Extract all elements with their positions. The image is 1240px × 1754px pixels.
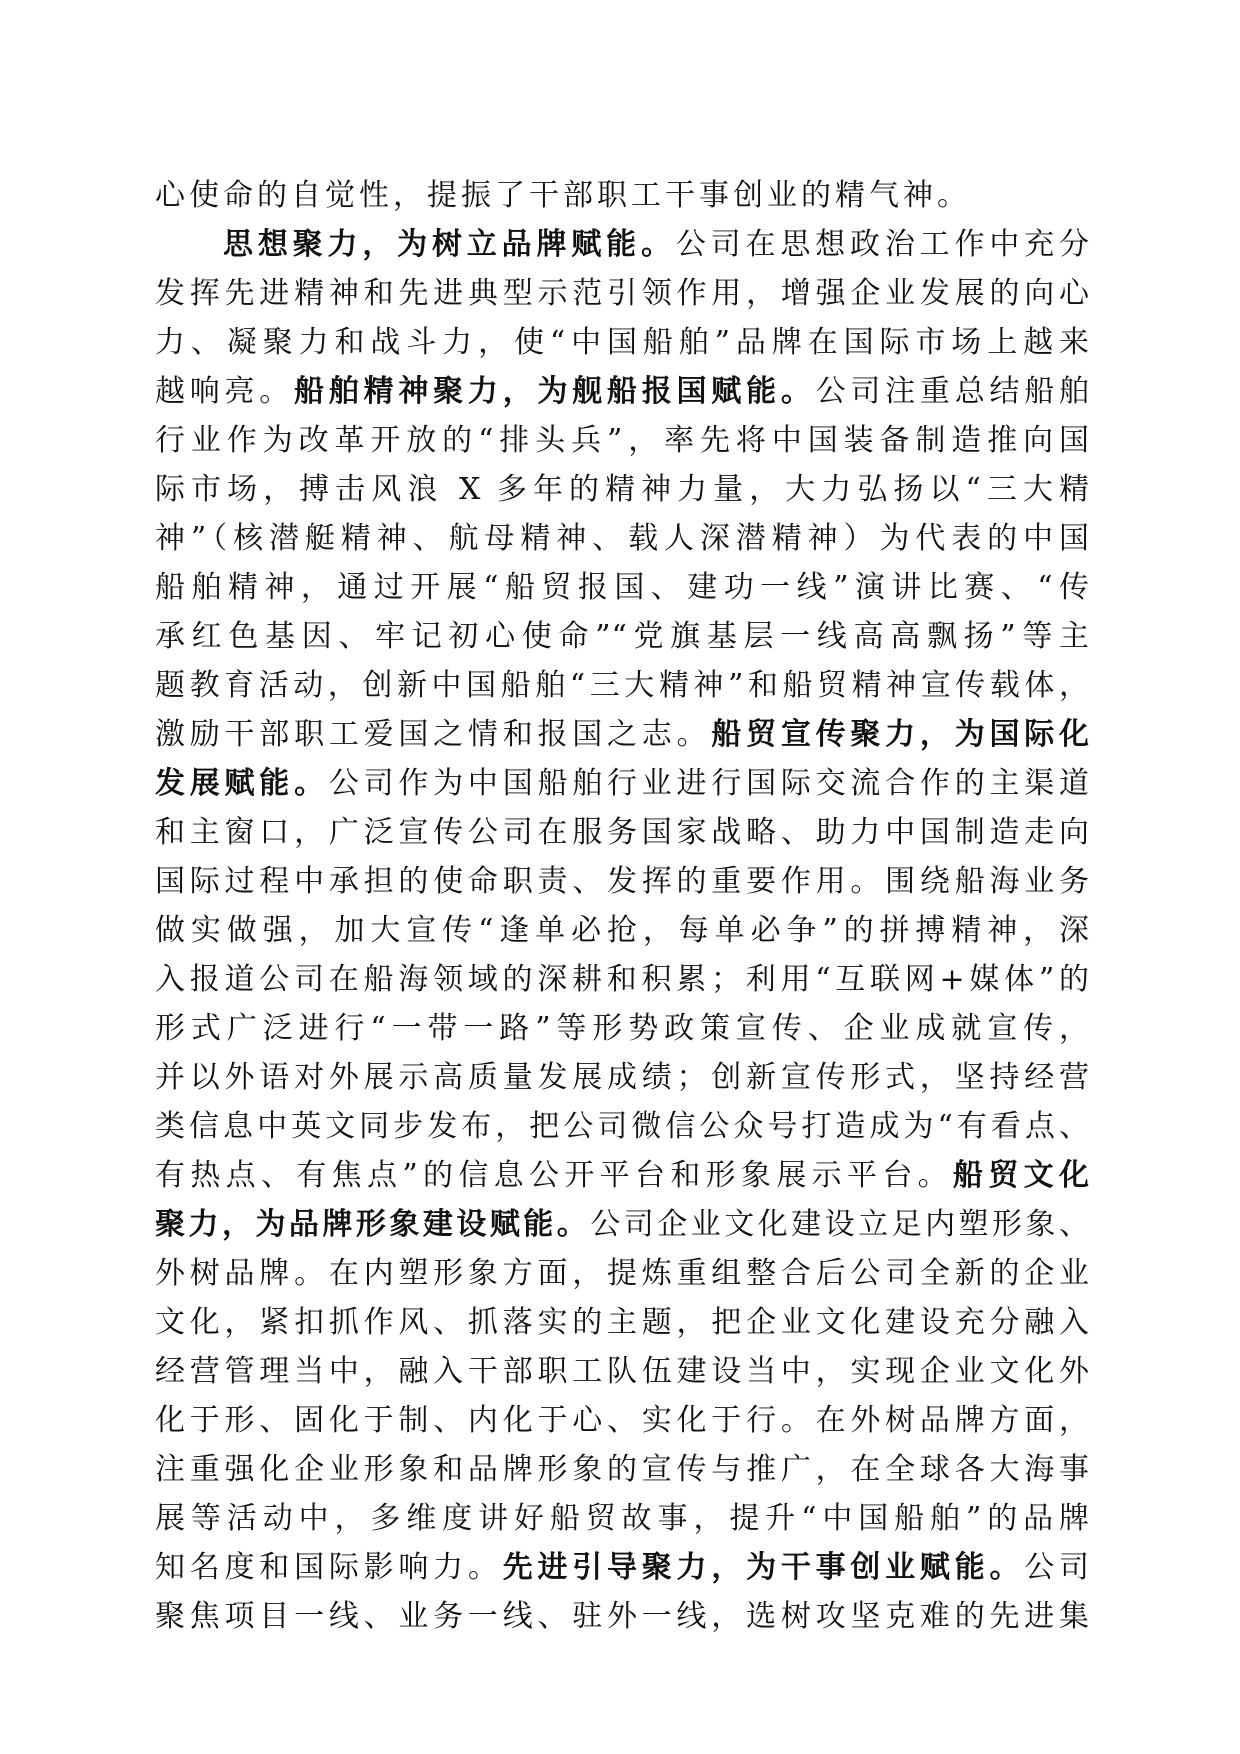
text-line: [155, 269, 1090, 318]
text-line: [155, 1200, 1090, 1249]
body-text-segment: 展等活动中，多维度讲好船贸故事，提升“中国船舶”的品牌: [155, 1501, 1090, 1536]
text-line: [155, 955, 1090, 1004]
body-text-segment: 外树品牌。在内塑形象方面，提炼重组整合后公司全新的企业: [155, 1256, 1090, 1291]
text-line: [155, 563, 1090, 612]
body-text-segment: 聚焦项目一线、业务一线、驻外一线，选树攻坚克难的先进集: [155, 1599, 1090, 1634]
body-text-segment: 知名度和国际影响力。: [155, 1550, 503, 1585]
body-text-segment: 心使命的自觉性，提振了干部职工干事创业的精气神。: [155, 178, 971, 213]
body-text-segment: 公司作为中国船舶行业进行国际交流合作的主渠道: [328, 766, 1090, 801]
text-line: [155, 808, 1090, 857]
bold-heading-text: 船舶精神聚力，为舰船报国赋能。: [294, 374, 816, 409]
text-line: [155, 220, 1090, 269]
text-line: [155, 367, 1090, 416]
text-line: [155, 1396, 1090, 1445]
text-line: [155, 1004, 1090, 1053]
bold-heading-text: 发展赋能。: [155, 766, 329, 801]
body-text-segment: 力、凝聚力和战斗力，使“中国船舶”品牌在国际市场上越来: [155, 325, 1090, 360]
body-text-segment: 国际过程中承担的使命职责、发挥的重要作用。围绕船海业务: [155, 864, 1090, 899]
text-line: [155, 857, 1090, 906]
body-text-segment: 公司注重总结船舶: [815, 374, 1090, 409]
body-text-segment: 承红色基因、牢记初心使命”“党旗基层一线高高飘扬”等主: [155, 619, 1090, 654]
text-line: [155, 759, 1090, 808]
text-line: [155, 1543, 1090, 1592]
text-line: [155, 612, 1090, 661]
text-line: [155, 1445, 1090, 1494]
text-line: [155, 1592, 1090, 1641]
text-line: [155, 1249, 1090, 1298]
body-text-segment: 类信息中英文同步发布，把公司微信公众号打造成为“有看点、: [155, 1109, 1090, 1144]
body-text-segment: 船舶精神，通过开展“船贸报国、建功一线”演讲比赛、“传: [155, 570, 1090, 605]
body-text-segment: 文化，紧扣抓作风、抓落实的主题，把企业文化建设充分融入: [155, 1305, 1090, 1340]
text-line: [155, 318, 1090, 367]
text-line: [155, 171, 1090, 220]
text-line: [155, 1494, 1090, 1543]
bold-heading-text: 思想聚力，为树立品牌赋能。: [223, 227, 676, 262]
body-text-segment: 激励干部职工爱国之情和报国之志。: [155, 717, 712, 752]
body-text-segment: 行业作为改革开放的“排头兵”，率先将中国装备制造推向国: [155, 423, 1090, 458]
body-text-segment: 和主窗口，广泛宣传公司在服务国家战略、助力中国制造走向: [155, 815, 1090, 850]
body-text-segment: 神”（核潜艇精神、航母精神、载人深潜精神）为代表的中国: [155, 521, 1090, 556]
body-text: [155, 171, 1090, 1641]
bold-heading-text: 船贸宣传聚力，为国际化: [711, 717, 1090, 752]
body-text-segment: 入报道公司在船海领域的深耕和积累；利用“互联网+媒体”的: [155, 962, 1090, 997]
text-line: [155, 906, 1090, 955]
body-text-segment: 化于形、固化于制、内化于心、实化于行。在外树品牌方面，: [155, 1403, 1090, 1438]
text-line: [155, 416, 1090, 465]
bold-heading-text: 船贸文化: [953, 1158, 1090, 1193]
body-text-segment: 际市场，搏击风浪 X 多年的精神力量，大力弘扬以“三大精: [155, 472, 1090, 507]
text-line: [155, 710, 1090, 759]
text-line: [155, 514, 1090, 563]
body-text-segment: 形式广泛进行“一带一路”等形势政策宣传、企业成就宣传，: [155, 1011, 1090, 1046]
body-text-segment: 有热点、有焦点”的信息公开平台和形象展示平台。: [155, 1158, 953, 1193]
text-line: [155, 1053, 1090, 1102]
text-line: [155, 661, 1090, 710]
text-line: [155, 1151, 1090, 1200]
body-text-segment: 越响亮。: [155, 374, 295, 409]
body-text-segment: 发挥先进精神和先进典型示范引领作用，增强企业发展的向心: [155, 276, 1090, 311]
body-text-segment: 公司在思想政治工作中充分: [675, 227, 1090, 262]
bold-heading-text: 聚力，为品牌形象建设赋能。: [155, 1207, 591, 1242]
body-text-segment: 公司企业文化建设立足内塑形象、: [590, 1207, 1090, 1242]
body-text-segment: 公司: [1024, 1550, 1090, 1585]
bold-heading-text: 先进引导聚力，为干事创业赋能。: [502, 1550, 1025, 1585]
body-text-segment: 经营管理当中，融入干部职工队伍建设当中，实现企业文化外: [155, 1354, 1090, 1389]
body-text-segment: 注重强化企业形象和品牌形象的宣传与推广，在全球各大海事: [155, 1452, 1090, 1487]
body-text-segment: 做实做强，加大宣传“逢单必抢，每单必争”的拼搏精神，深: [155, 913, 1090, 948]
body-text-segment: 并以外语对外展示高质量发展成绩；创新宣传形式，坚持经营: [155, 1060, 1090, 1095]
text-line: [155, 1102, 1090, 1151]
text-line: [155, 1298, 1090, 1347]
text-line: [155, 1347, 1090, 1396]
text-line: [155, 465, 1090, 514]
body-text-segment: 题教育活动，创新中国船舶“三大精神”和船贸精神宣传载体，: [155, 668, 1090, 703]
